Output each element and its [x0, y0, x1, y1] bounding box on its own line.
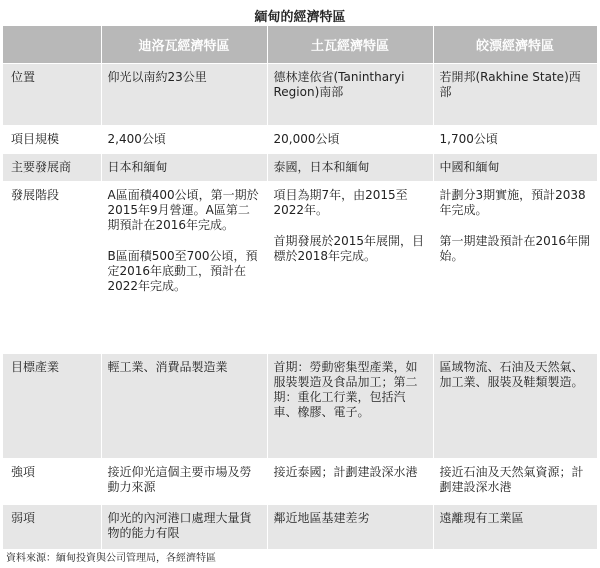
cell-text: 2,400公頃: [107, 132, 166, 146]
table-cell: [267, 505, 433, 550]
table-row: [3, 182, 597, 354]
cell-text: 德林達依省(Tanintharyi Region)南部: [273, 70, 405, 99]
cell-text: 仰光的內河港口處理大量貨物的能力有限: [107, 511, 252, 540]
cell-text: 遠離現有工業區: [439, 511, 524, 525]
cell-text: 泰國，日本和緬甸: [273, 160, 370, 174]
cell-text: 計劃分3期實施，預計2038年完成。: [439, 188, 586, 217]
cell-text: 接近仰光這個主要市場及勞動力來源: [107, 465, 252, 494]
cell-text: 20,000公頃: [273, 132, 340, 146]
row-label: 主要發展商: [3, 154, 101, 182]
table-row: [3, 354, 597, 459]
table-cell: [267, 154, 433, 182]
table-cell: [433, 64, 597, 126]
table-cell: [433, 459, 597, 505]
sez-table: [3, 26, 598, 550]
cell-text: 中國和緬甸: [439, 160, 500, 174]
cell-text: A區面積400公頃，第一期於2015年9月營運。A區第二期預計在2016年完成。: [107, 188, 259, 232]
cell-text: 區域物流、石油及天然氣、加工業、服裝及鞋類製造。: [439, 360, 584, 389]
cell-text: 1,700公頃: [439, 132, 498, 146]
row-label: 發展階段: [3, 182, 101, 354]
table-cell: [267, 354, 433, 459]
table-row: [3, 64, 597, 126]
cell-text: 首期：勞動密集型產業，如服裝製造及食品加工；第二期：重化工行業，包括汽車、橡膠、電子。: [273, 360, 418, 419]
table-cell: [433, 354, 597, 459]
table-cell: [101, 505, 267, 550]
table-cell: [267, 64, 433, 126]
cell-text: 接近泰國；計劃建設深水港: [273, 465, 418, 479]
table-cell: [267, 182, 433, 354]
table-cell: [101, 154, 267, 182]
cell-text: 接近石油及天然氣資源；計劃建設深水港: [439, 465, 584, 494]
row-label: 目標產業: [3, 354, 101, 459]
cell-text: 日本和緬甸: [107, 160, 168, 174]
cell-text: 項目為期7年，由2015至2022年。: [273, 188, 408, 217]
cell-text: B區面積500至700公頃，預定2016年底動工，預計在2022年完成。: [107, 249, 258, 293]
cell-text: 首期發展於2015年展開，目標於2018年完成。: [273, 234, 425, 263]
table-row: [3, 126, 597, 154]
table-cell: [433, 126, 597, 154]
table-header-row: [3, 26, 597, 64]
table-cell: [433, 154, 597, 182]
table-cell: [101, 459, 267, 505]
source-note: 資料來源：緬甸投資與公司管理局，各經濟特區: [6, 553, 216, 564]
table-cell: [101, 126, 267, 154]
cell-text: 仰光以南約23公里: [107, 70, 207, 84]
table-row: [3, 459, 597, 505]
table-cell: [101, 354, 267, 459]
table-cell: [433, 182, 597, 354]
row-label: 位置: [3, 64, 101, 126]
row-label: 強項: [3, 459, 101, 505]
header-thilawa: 迪洛瓦經濟特區: [101, 26, 267, 64]
header-dawei: 土瓦經濟特區: [267, 26, 433, 64]
table-cell: [101, 182, 267, 354]
table-cell: [267, 459, 433, 505]
table-cell: [267, 126, 433, 154]
table-cell: [101, 64, 267, 126]
cell-text: 第一期建設預計在2016年開始。: [439, 234, 591, 263]
table-cell: [433, 505, 597, 550]
header-kyaukphyu: 皎漂經濟特區: [433, 26, 597, 64]
cell-text: 鄰近地區基建差劣: [273, 511, 370, 525]
page-title: 緬甸的經濟特區: [254, 10, 346, 25]
row-label: 弱項: [3, 505, 101, 550]
table-row: [3, 505, 597, 550]
cell-text: 若開邦(Rakhine State)西部: [439, 70, 581, 99]
table-row: [3, 154, 597, 182]
header-blank: [3, 26, 101, 64]
cell-text: 輕工業、消費品製造業: [107, 360, 228, 374]
row-label: 項目規模: [3, 126, 101, 154]
